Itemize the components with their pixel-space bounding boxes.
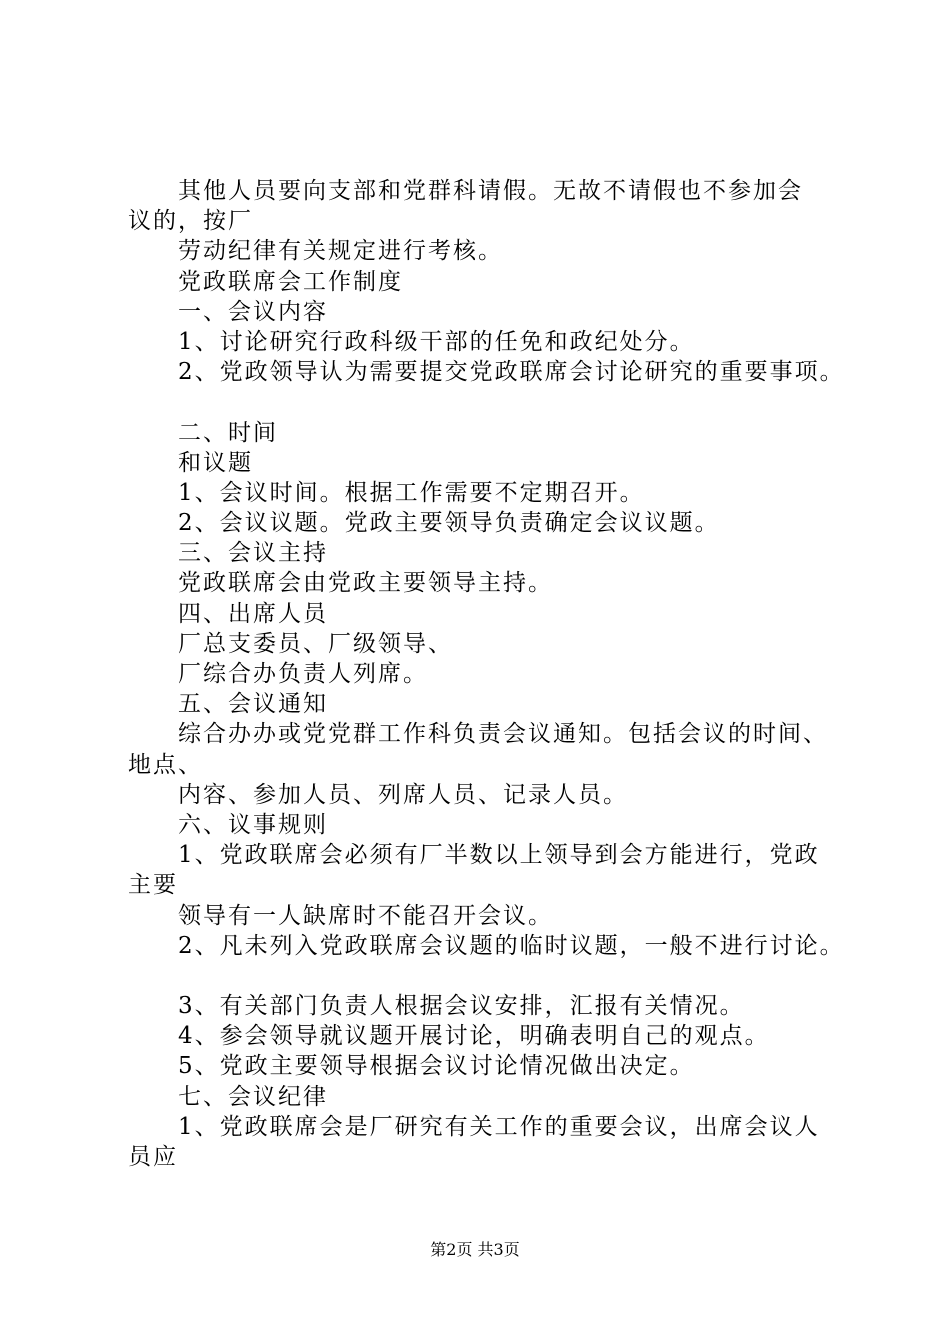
text-line: 3、有关部门负责人根据会议安排，汇报有关情况。 xyxy=(178,993,745,1020)
blank-line xyxy=(128,387,848,417)
text-line: 2、党政领导认为需要提交党政联席会讨论研究的重要事项。 xyxy=(178,359,845,386)
text-line: 三、会议主持 xyxy=(178,540,328,567)
text-line: 4、参会领导就议题开展讨论，明确表明自己的观点。 xyxy=(178,1023,770,1050)
text-line: 综合办办或党党群工作科负责会议通知。包括会议的时间、 xyxy=(178,721,828,748)
text-line: 领导有一人缺席时不能召开会议。 xyxy=(178,902,553,929)
text-line: 员应 xyxy=(128,1144,178,1170)
text-line: 厂综合办负责人列席。 xyxy=(178,661,428,687)
text-line: 劳动纪律有关规定进行考核。 xyxy=(178,238,503,265)
text-line: 1、党政联席会必须有厂半数以上领导到会方能进行，党政 xyxy=(178,842,820,869)
text-line: 1、党政联席会是厂研究有关工作的重要会议，出席会议人 xyxy=(178,1113,820,1140)
text-line: 议的，按厂 xyxy=(128,208,253,235)
text-line: 地点、 xyxy=(128,751,203,778)
text-line: 厂总支委员、厂级领导、 xyxy=(178,630,453,657)
text-line: 其他人员要向支部和党群科请假。无故不请假也不参加会 xyxy=(178,178,803,204)
page-footer: 第2页 共3页 xyxy=(430,1240,520,1259)
text-line: 党政联席会由党政主要领导主持。 xyxy=(178,570,553,597)
text-line: 1、会议时间。根据工作需要不定期召开。 xyxy=(178,479,645,506)
blank-line xyxy=(128,961,848,991)
text-line: 七、会议纪律 xyxy=(178,1083,328,1110)
text-line: 2、凡未列入党政联席会议题的临时议题，一般不进行讨论。 xyxy=(178,932,845,959)
text-line: 和议题 xyxy=(178,449,253,476)
document-body xyxy=(128,176,848,1172)
text-line: 内容、参加人员、列席人员、记录人员。 xyxy=(178,781,628,808)
text-line: 党政联席会工作制度 xyxy=(178,268,403,295)
text-line: 主要 xyxy=(128,872,178,899)
text-line: 四、出席人员 xyxy=(178,600,328,627)
text-line: 二、时间 xyxy=(178,419,278,446)
text-line: 5、党政主要领导根据会议讨论情况做出决定。 xyxy=(178,1053,695,1080)
text-line: 2、会议议题。党政主要领导负责确定会议议题。 xyxy=(178,510,720,537)
text-line: 六、议事规则 xyxy=(178,811,328,838)
text-line: 一、会议内容 xyxy=(178,298,328,325)
text-line: 五、会议通知 xyxy=(178,691,328,718)
text-line: 1、讨论研究行政科级干部的任免和政纪处分。 xyxy=(178,328,695,355)
